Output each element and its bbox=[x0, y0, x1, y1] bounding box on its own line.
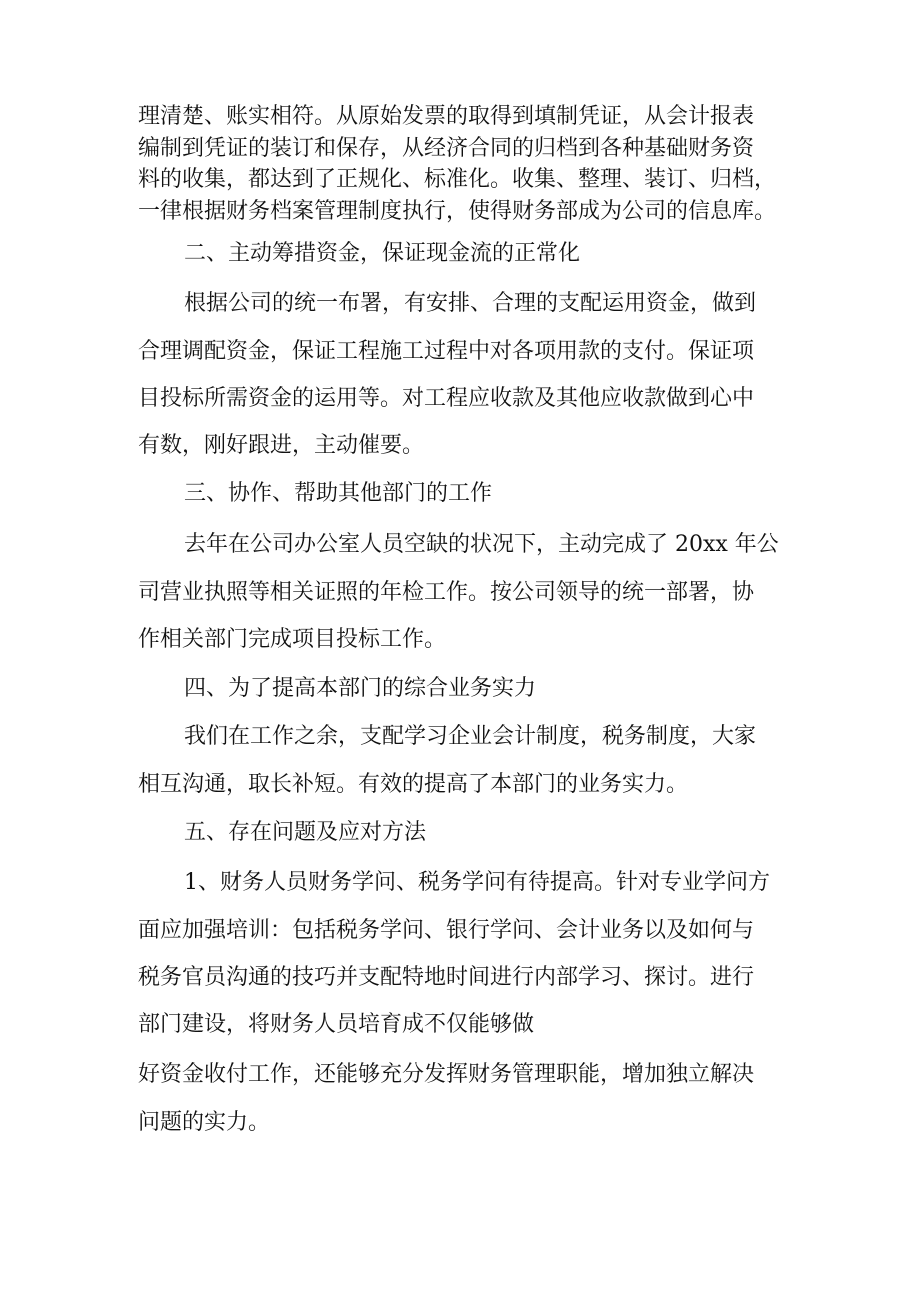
paragraph-line: 合理调配资金，保证工程施工过程中对各项用款的支付。保证项 bbox=[138, 339, 755, 364]
paragraph-line: 根据公司的统一布署，有安排、合理的支配运用资金，做到 bbox=[184, 291, 757, 316]
paragraph-line: 1、财务人员财务学问、税务学问有待提高。针对专业学问方 bbox=[184, 870, 770, 895]
paragraph-line: 作相关部门完成项目投标工作。 bbox=[138, 627, 447, 652]
paragraph-line: 料的收集，都达到了正规化、标准化。收集、整理、装订、归档， bbox=[138, 167, 777, 192]
section-heading: 二、主动筹措资金，保证现金流的正常化 bbox=[184, 241, 581, 266]
paragraph-line: 编制到凭证的装订和保存，从经济合同的归档到各种基础财务资 bbox=[138, 136, 755, 161]
paragraph-line: 司营业执照等相关证照的年检工作。按公司领导的统一部署，协 bbox=[138, 580, 755, 605]
section-heading: 四、为了提高本部门的综合业务实力 bbox=[184, 676, 537, 701]
paragraph-line: 相互沟通，取长补短。有效的提高了本部门的业务实力。 bbox=[138, 772, 689, 797]
paragraph-line: 税务官员沟通的技巧并支配特地时间进行内部学习、探讨。进行 bbox=[138, 965, 755, 990]
paragraph-line: 部门建设，将财务人员培育成不仅能够做 bbox=[138, 1012, 535, 1037]
paragraph-line: 有数，刚好跟进，主动催要。 bbox=[138, 433, 425, 458]
paragraph-line: 好资金收付工作，还能够充分发挥财务管理职能，增加独立解决 bbox=[138, 1062, 755, 1087]
paragraph-line: 去年在公司办公室人员空缺的状况下，主动完成了 20xx 年公 bbox=[184, 532, 779, 557]
paragraph-line: 一律根据财务档案管理制度执行，使得财务部成为公司的信息库。 bbox=[138, 199, 777, 224]
paragraph-line: 理清楚、账实相符。从原始发票的取得到填制凭证，从会计报表 bbox=[138, 104, 755, 129]
paragraph-line: 问题的实力。 bbox=[138, 1110, 271, 1135]
paragraph-line: 面应加强培训：包括税务学问、银行学问、会计业务以及如何与 bbox=[138, 918, 755, 943]
section-heading: 五、存在问题及应对方法 bbox=[184, 820, 427, 845]
paragraph-line: 目投标所需资金的运用等。对工程应收款及其他应收款做到心中 bbox=[138, 386, 755, 411]
paragraph-line: 我们在工作之余，支配学习企业会计制度，税务制度，大家 bbox=[184, 724, 757, 749]
section-heading: 三、协作、帮助其他部门的工作 bbox=[184, 481, 493, 506]
